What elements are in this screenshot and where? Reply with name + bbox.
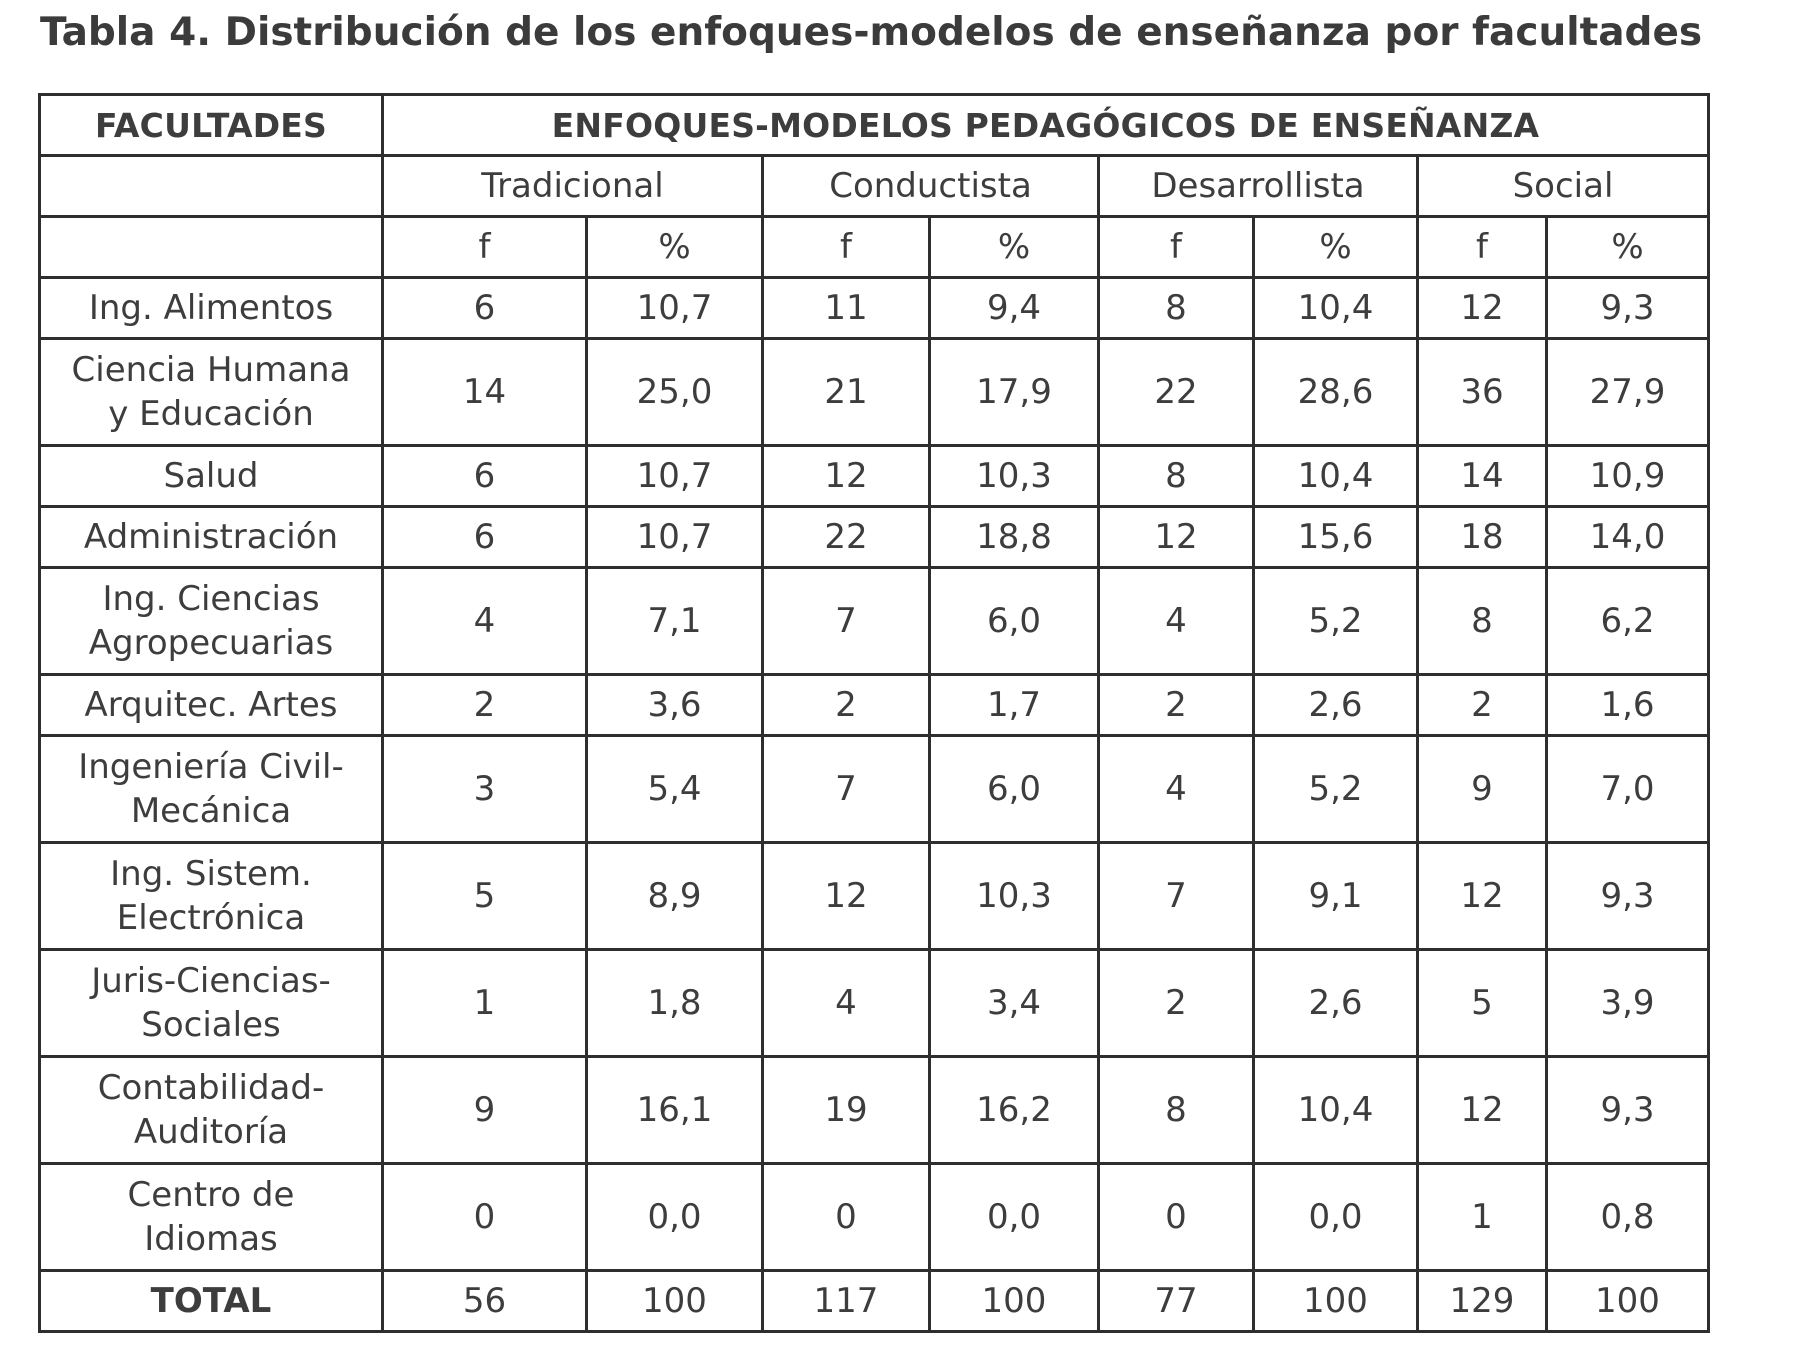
- faculty-name-line: Salud: [163, 456, 259, 496]
- percent-cell: 10,7: [587, 507, 763, 568]
- faculty-name-line: Centro de: [127, 1175, 295, 1215]
- percent-cell: 10,4: [1254, 1057, 1418, 1164]
- percent-cell: 27,9: [1547, 339, 1709, 446]
- frequency-cell: 36: [1418, 339, 1547, 446]
- sub-header-f: f: [763, 217, 930, 278]
- sub-header-pct: %: [930, 217, 1099, 278]
- total-cell: 77: [1099, 1271, 1254, 1332]
- faculty-name: [40, 843, 383, 950]
- faculty-name-line: Ing. Sistem.: [110, 854, 312, 894]
- percent-cell: 6,2: [1547, 568, 1709, 675]
- frequency-cell: 4: [1099, 736, 1254, 843]
- faculty-name: [40, 446, 383, 507]
- percent-cell: 0,0: [1254, 1164, 1418, 1271]
- percent-cell: 1,8: [587, 950, 763, 1057]
- frequency-cell: 19: [763, 1057, 930, 1164]
- percent-cell: 9,4: [930, 278, 1099, 339]
- percent-cell: 5,2: [1254, 736, 1418, 843]
- faculty-name: [40, 278, 383, 339]
- frequency-cell: 9: [1418, 736, 1547, 843]
- faculty-name: [40, 339, 383, 446]
- table-row: [40, 950, 1709, 1057]
- frequency-cell: 22: [1099, 339, 1254, 446]
- table-row: [40, 507, 1709, 568]
- frequency-cell: 2: [383, 675, 587, 736]
- sub-header-pct: %: [1254, 217, 1418, 278]
- percent-cell: 10,4: [1254, 278, 1418, 339]
- percent-cell: 0,8: [1547, 1164, 1709, 1271]
- frequency-cell: 5: [383, 843, 587, 950]
- percent-cell: 5,4: [587, 736, 763, 843]
- percent-cell: 25,0: [587, 339, 763, 446]
- frequency-cell: 12: [763, 446, 930, 507]
- total-cell: 117: [763, 1271, 930, 1332]
- total-cell: 129: [1418, 1271, 1547, 1332]
- frequency-cell: 18: [1418, 507, 1547, 568]
- frequency-cell: 7: [763, 568, 930, 675]
- percent-cell: 17,9: [930, 339, 1099, 446]
- total-cell: 56: [383, 1271, 587, 1332]
- frequency-cell: 8: [1099, 278, 1254, 339]
- sub-header-f: f: [1099, 217, 1254, 278]
- faculty-name: [40, 568, 383, 675]
- faculty-name-line: Auditoría: [133, 1112, 289, 1152]
- table-row: [40, 568, 1709, 675]
- frequency-cell: 0: [763, 1164, 930, 1271]
- frequency-cell: 14: [383, 339, 587, 446]
- percent-cell: 3,6: [587, 675, 763, 736]
- total-cell: 100: [587, 1271, 763, 1332]
- total-cell: 100: [930, 1271, 1099, 1332]
- faculty-name: [40, 1164, 383, 1271]
- faculty-name: [40, 675, 383, 736]
- header-faculty: FACULTADES: [40, 95, 383, 156]
- frequency-cell: 1: [383, 950, 587, 1057]
- frequency-cell: 7: [1099, 843, 1254, 950]
- percent-cell: 9,3: [1547, 278, 1709, 339]
- table-row: [40, 1164, 1709, 1271]
- table-row: [40, 446, 1709, 507]
- percent-cell: 6,0: [930, 736, 1099, 843]
- percent-cell: 10,7: [587, 446, 763, 507]
- percent-cell: 16,1: [587, 1057, 763, 1164]
- faculty-name-line: Ing. Ciencias: [102, 579, 320, 619]
- sub-header-f: f: [1418, 217, 1547, 278]
- percent-cell: 2,6: [1254, 675, 1418, 736]
- percent-cell: 10,7: [587, 278, 763, 339]
- percent-cell: 9,3: [1547, 1057, 1709, 1164]
- frequency-cell: 9: [383, 1057, 587, 1164]
- table-row: [40, 278, 1709, 339]
- table-row: [40, 843, 1709, 950]
- percent-cell: 3,4: [930, 950, 1099, 1057]
- percent-cell: 8,9: [587, 843, 763, 950]
- faculty-name-line: Idiomas: [144, 1219, 278, 1259]
- percent-cell: 7,1: [587, 568, 763, 675]
- percent-cell: 1,7: [930, 675, 1099, 736]
- frequency-cell: 4: [1099, 568, 1254, 675]
- frequency-cell: 12: [1099, 507, 1254, 568]
- frequency-cell: 6: [383, 278, 587, 339]
- table-row: [40, 736, 1709, 843]
- frequency-cell: 12: [763, 843, 930, 950]
- group-desarrollista: Desarrollista: [1099, 156, 1418, 217]
- faculty-name-line: Sociales: [141, 1005, 281, 1045]
- percent-cell: 2,6: [1254, 950, 1418, 1057]
- percent-cell: 0,0: [930, 1164, 1099, 1271]
- faculty-name-line: Electrónica: [116, 898, 306, 938]
- percent-cell: 3,9: [1547, 950, 1709, 1057]
- group-tradicional: Tradicional: [383, 156, 763, 217]
- percent-cell: 10,3: [930, 843, 1099, 950]
- frequency-cell: 3: [383, 736, 587, 843]
- data-table: [38, 93, 1710, 1333]
- frequency-cell: 7: [763, 736, 930, 843]
- frequency-cell: 12: [1418, 843, 1547, 950]
- table-row: [40, 339, 1709, 446]
- frequency-cell: 22: [763, 507, 930, 568]
- frequency-cell: 12: [1418, 1057, 1547, 1164]
- faculty-name: [40, 507, 383, 568]
- group-social: Social: [1418, 156, 1709, 217]
- frequency-cell: 4: [383, 568, 587, 675]
- percent-cell: 9,1: [1254, 843, 1418, 950]
- percent-cell: 1,6: [1547, 675, 1709, 736]
- percent-cell: 18,8: [930, 507, 1099, 568]
- sub-header-pct: %: [587, 217, 763, 278]
- percent-cell: 14,0: [1547, 507, 1709, 568]
- percent-cell: 10,4: [1254, 446, 1418, 507]
- percent-cell: 10,3: [930, 446, 1099, 507]
- faculty-name-line: Administración: [83, 517, 339, 557]
- total-row: [40, 1271, 1709, 1332]
- percent-cell: 9,3: [1547, 843, 1709, 950]
- frequency-cell: 2: [1418, 675, 1547, 736]
- percent-cell: 0,0: [587, 1164, 763, 1271]
- frequency-cell: 4: [763, 950, 930, 1057]
- frequency-cell: 21: [763, 339, 930, 446]
- faculty-name-line: Juris-Ciencias-: [91, 961, 331, 1001]
- frequency-cell: 0: [1099, 1164, 1254, 1271]
- frequency-cell: 8: [1099, 446, 1254, 507]
- table-body: [40, 278, 1709, 1332]
- frequency-cell: 2: [763, 675, 930, 736]
- table-row: [40, 1057, 1709, 1164]
- faculty-name: [40, 736, 383, 843]
- group-conductista: Conductista: [763, 156, 1099, 217]
- sub-header-pct: %: [1547, 217, 1709, 278]
- table-row: [40, 675, 1709, 736]
- faculty-name-line: Arquitec. Artes: [84, 685, 338, 725]
- frequency-cell: 14: [1418, 446, 1547, 507]
- faculty-name-line: y Educación: [108, 394, 314, 434]
- frequency-cell: 0: [383, 1164, 587, 1271]
- percent-cell: 28,6: [1254, 339, 1418, 446]
- faculty-name-line: Contabilidad-: [97, 1068, 325, 1108]
- percent-cell: 10,9: [1547, 446, 1709, 507]
- percent-cell: 7,0: [1547, 736, 1709, 843]
- frequency-cell: 11: [763, 278, 930, 339]
- faculty-name-line: Agropecuarias: [88, 623, 334, 663]
- faculty-name: [40, 1057, 383, 1164]
- frequency-cell: 1: [1418, 1164, 1547, 1271]
- frequency-cell: 2: [1099, 950, 1254, 1057]
- frequency-cell: 12: [1418, 278, 1547, 339]
- frequency-cell: 8: [1418, 568, 1547, 675]
- faculty-name-line: Ing. Alimentos: [88, 288, 334, 328]
- percent-cell: 16,2: [930, 1057, 1099, 1164]
- percent-cell: 5,2: [1254, 568, 1418, 675]
- faculty-name-line: Mecánica: [130, 791, 292, 831]
- faculty-name: [40, 950, 383, 1057]
- faculty-name-line: Ciencia Humana: [71, 350, 351, 390]
- frequency-cell: 5: [1418, 950, 1547, 1057]
- percent-cell: 15,6: [1254, 507, 1418, 568]
- total-cell: 100: [1254, 1271, 1418, 1332]
- percent-cell: 6,0: [930, 568, 1099, 675]
- sub-header-f: f: [383, 217, 587, 278]
- header-models: ENFOQUES-MODELOS PEDAGÓGICOS DE ENSEÑANZA: [383, 95, 1709, 156]
- total-cell: 100: [1547, 1271, 1709, 1332]
- frequency-cell: 6: [383, 446, 587, 507]
- faculty-name-line: Ingeniería Civil-: [78, 747, 344, 787]
- frequency-cell: 8: [1099, 1057, 1254, 1164]
- frequency-cell: 2: [1099, 675, 1254, 736]
- table-caption: Tabla 4. Distribución de los enfoques-modelos de enseñanza por facultades: [40, 10, 1703, 55]
- header-empty-cell: [40, 156, 383, 217]
- total-label: TOTAL: [40, 1271, 383, 1332]
- header-empty-cell: [40, 217, 383, 278]
- frequency-cell: 6: [383, 507, 587, 568]
